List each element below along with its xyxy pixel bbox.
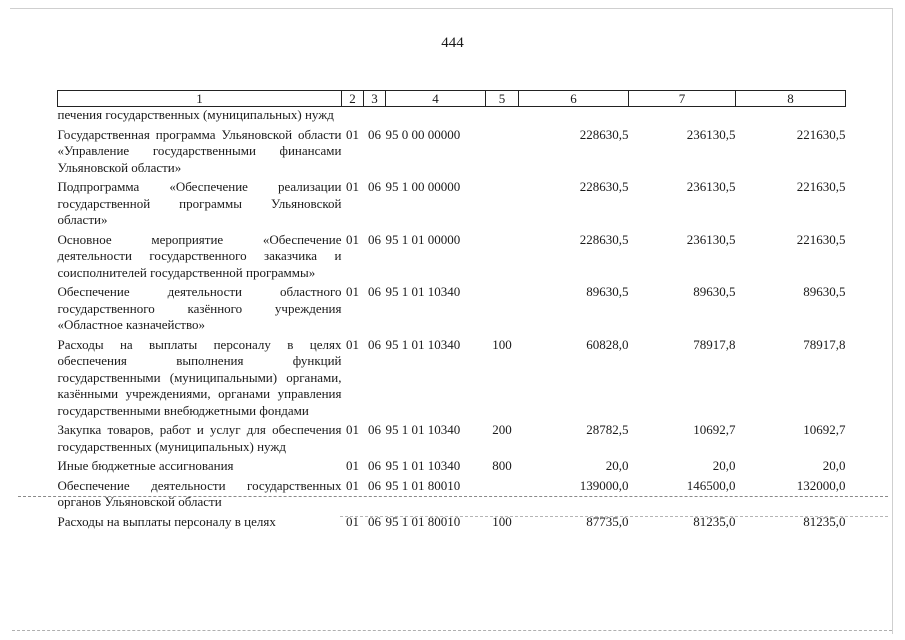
scan-line [18,496,888,497]
row-subsection-cell: 06 [368,284,381,299]
row-value-col7-cell: 236130,5 [686,231,736,247]
table-row [58,229,846,282]
row-section-cell: 01 [346,336,359,352]
row-expense-type-cell: 100 [492,336,512,352]
header-col-6: 6 [519,91,629,107]
row-value-col6-cell: 228630,5 [579,231,629,247]
header-col-8: 8 [736,91,846,107]
row-target-code-cell: 95 1 01 10340 [385,284,461,299]
table-row [58,176,846,229]
table-row [58,107,846,124]
row-value-col6-cell [519,107,629,124]
table-row [58,511,846,531]
row-expense-type-cell: 800 [492,458,512,473]
row-subsection-cell: 06 [368,477,381,493]
row-section-cell [342,107,364,124]
row-name-cell: печения государственных (муниципальных) нужд [57,107,334,122]
table-row [58,455,846,475]
budget-table [57,90,846,530]
table-row [58,475,846,511]
row-name-cell: Обеспечение деятельности областного государственного казённого учреждения «Областное казначейство» [57,284,342,332]
row-section-cell: 01 [346,422,359,437]
row-value-col7-cell: 236130,5 [686,179,736,194]
header-col-3: 3 [364,91,386,107]
row-name-cell: Обеспечение деятельности государственных органов Ульяновской области [57,477,342,509]
row-name-cell: Подпрограмма «Обеспечение реализации государственной программы Ульяновской области» [57,179,342,227]
row-value-col6-cell: 60828,0 [586,336,629,352]
row-value-col8-cell: 132000,0 [796,477,846,493]
header-col-4: 4 [386,91,486,107]
row-expense-type-cell [486,124,519,177]
row-value-col8-cell: 89630,5 [803,284,846,299]
row-name-cell: Иные бюджетные ассигнования [57,458,234,473]
row-value-col8-cell: 10692,7 [803,422,846,437]
row-value-col7-cell: 236130,5 [686,126,736,142]
row-value-col6-cell: 139000,0 [579,477,629,493]
row-expense-type-cell [486,229,519,282]
table-row [58,281,846,334]
row-section-cell: 01 [346,513,359,529]
row-value-col7-cell: 20,0 [712,458,736,473]
scan-line [340,516,888,517]
header-col-2: 2 [342,91,364,107]
row-target-code-cell [386,107,486,124]
row-value-col8-cell: 221630,5 [796,179,846,194]
row-value-col7-cell: 89630,5 [693,284,736,299]
row-target-code-cell: 95 1 01 80010 [385,513,461,529]
row-value-col8-cell: 78917,8 [803,336,846,352]
row-name-cell: Расходы на выплаты персоналу в целях [57,513,276,529]
row-subsection-cell [364,107,386,124]
row-target-code-cell: 95 1 00 00000 [385,179,461,194]
row-value-col6-cell: 87735,0 [586,513,629,529]
row-value-col8-cell: 20,0 [822,458,846,473]
row-expense-type-cell [486,281,519,334]
row-section-cell: 01 [346,477,359,493]
row-section-cell: 01 [346,126,359,142]
row-subsection-cell: 06 [368,231,381,247]
row-expense-type-cell [486,475,519,511]
scan-line [12,630,892,631]
table-row [58,419,846,455]
row-value-col8-cell: 221630,5 [796,126,846,142]
row-section-cell: 01 [346,179,359,194]
row-subsection-cell: 06 [368,126,381,142]
row-value-col7-cell: 81235,0 [693,513,736,529]
header-col-1: 1 [58,91,342,107]
row-subsection-cell: 06 [368,458,381,473]
row-value-col6-cell: 228630,5 [579,126,629,142]
row-section-cell: 01 [346,231,359,247]
row-name-cell: Государственная программа Ульяновской области «Управление государственными финансами Ульяновской области» [57,126,342,175]
header-col-7: 7 [629,91,736,107]
row-value-col8-cell: 221630,5 [796,231,846,247]
row-target-code-cell: 95 1 01 10340 [385,458,461,473]
row-value-col6-cell: 20,0 [605,458,629,473]
row-subsection-cell: 06 [368,513,381,529]
row-value-col6-cell: 89630,5 [586,284,629,299]
row-expense-type-cell [486,107,519,124]
row-name-cell: Основное мероприятие «Обеспечение деятельности государственного заказчика и соисполнителей государственной программы» [57,231,342,280]
row-section-cell: 01 [346,284,359,299]
row-target-code-cell: 95 1 01 00000 [385,231,461,247]
row-value-col8-cell: 81235,0 [803,513,846,529]
row-value-col7-cell: 78917,8 [693,336,736,352]
row-value-col7-cell: 10692,7 [693,422,736,437]
row-subsection-cell: 06 [368,422,381,437]
row-target-code-cell: 95 0 00 00000 [385,126,461,142]
row-value-col7-cell: 146500,0 [686,477,736,493]
row-value-col7-cell [629,107,736,124]
page-number: 444 [441,35,464,51]
row-target-code-cell: 95 1 01 80010 [385,477,461,493]
table-row [58,334,846,420]
row-value-col6-cell: 28782,5 [586,422,629,437]
row-subsection-cell: 06 [368,179,381,194]
table-row [58,124,846,177]
header-col-5: 5 [486,91,519,107]
row-subsection-cell: 06 [368,336,381,352]
row-name-cell: Закупка товаров, работ и услуг для обеспечения государственных (муниципальных) нужд [57,422,342,454]
row-target-code-cell: 95 1 01 10340 [385,336,461,352]
row-expense-type-cell: 200 [492,422,512,437]
row-section-cell: 01 [346,458,359,473]
header-row [58,91,846,107]
row-name-cell: Расходы на выплаты персоналу в целях обеспечения выполнения функций государственными (муниципальными) органами, казёнными учреждениями, органами управления государственными внебюджетными фондами [57,336,342,418]
row-value-col6-cell: 228630,5 [579,179,629,194]
row-target-code-cell: 95 1 01 10340 [385,422,461,437]
row-expense-type-cell [486,176,519,229]
row-value-col8-cell [736,107,846,124]
row-expense-type-cell: 100 [492,513,512,529]
